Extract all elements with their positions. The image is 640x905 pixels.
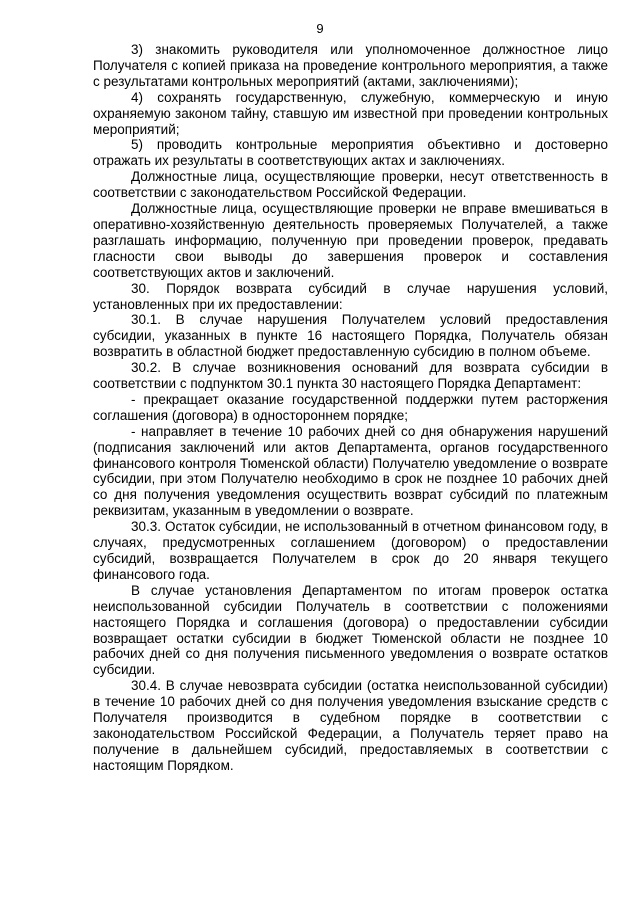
- paragraph-30-3: 30.3. Остаток субсидии, не использованный в отчетном финансовом году, в случаях, предусмотренных соглашением (договором) о предоставлении субсидий, возвращается Получателем в срок до 20 января текущего финансового года.: [93, 519, 608, 582]
- paragraph-30-1: 30.1. В случае нарушения Получателем условий предоставления субсидии, указанных в пункте 16 настоящего Порядка, Получатель обязан возвратить в областной бюджет предоставленную субсидию в полном объеме.: [93, 312, 608, 360]
- paragraph-officials-restrictions: Должностные лица, осуществляющие проверки не вправе вмешиваться в оперативно-хозяйственную деятельность проверяемых Получателей, а также разглашать информацию, полученную при проведении проверок, предавать гласности свои выводы до завершения проверок и составления соответствующих актов и заключений.: [93, 201, 608, 280]
- paragraph-30-3-remainder: В случае установления Департаментом по итогам проверок остатка неиспользованной субсидии Получатель в соответствии с положениями настоящего Порядка и соглашения (договора) о предоставлении субсидии возвращает остатки субсидии в бюджет Тюменской области не позднее 10 рабочих дней со дня получения письменного уведомления о возврате остатков субсидии.: [93, 582, 608, 678]
- paragraph-item-5: 5) проводить контрольные мероприятия объективно и достоверно отражать их результаты в соответствующих актах и заключениях.: [93, 137, 608, 169]
- paragraph-30-2-item-notify: - направляет в течение 10 рабочих дней со дня обнаружения нарушений (подписания заключений или актов Департамента, органов государственного финансового контроля Тюменской области) Получателю уведомление о возврате субсидии, при этом Получателю необходимо в срок не позднее 10 рабочих дней со дня получения уведомления осуществить возврат субсидий по платежным реквизитам, указанным в уведомлении о возврате.: [93, 423, 608, 519]
- paragraph-30-2-item-terminate: - прекращает оказание государственной поддержки путем расторжения соглашения (договора) в одностороннем порядке;: [93, 391, 608, 423]
- paragraph-item-3: 3) знакомить руководителя или уполномоченное должностное лицо Получателя с копией приказа на проведение контрольного мероприятия, а также с результатами контрольных мероприятий (актами, заключениями);: [93, 42, 608, 89]
- paragraph-item-4: 4) сохранять государственную, служебную, коммерческую и иную охраняемую законом тайну, ставшую им известной при проведении контрольных мероприятий;: [93, 89, 608, 137]
- paragraph-30-4: 30.4. В случае невозврата субсидии (остатка неиспользованной субсидии) в течение 10 рабочих дней со дня получения уведомления взыскание средств с Получателя производится в судебном порядке в соответствии с законодательством Российской Федерации, а Получатель теряет право на получение в дальнейшем субсидий, предоставляемых в соответствии с настоящим Порядком.: [93, 678, 608, 773]
- paragraph-officials-responsibility: Должностные лица, осуществляющие проверки, несут ответственность в соответствии с законодательством Российской Федерации.: [93, 169, 608, 201]
- paragraph-30-2: 30.2. В случае возникновения оснований для возврата субсидии в соответствии с подпунктом 30.1 пункта 30 настоящего Порядка Департамент:: [93, 360, 608, 392]
- page-number: 9: [316, 21, 324, 36]
- document-body: [93, 42, 608, 774]
- paragraph-30: 30. Порядок возврата субсидий в случае нарушения условий, установленных при их предоставлении:: [93, 280, 608, 312]
